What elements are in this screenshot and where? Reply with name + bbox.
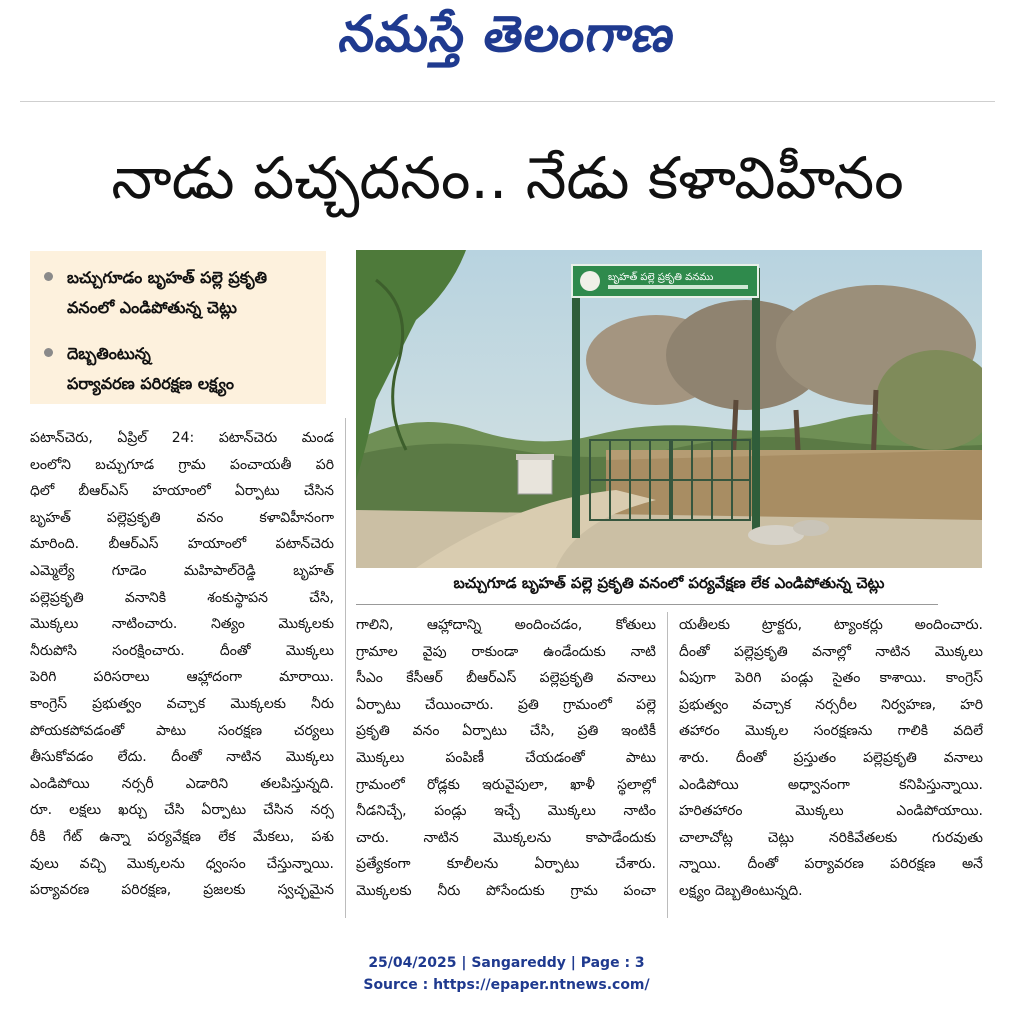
text-line: లక్ష్యం దెబ్బతింటున్నది.: [679, 882, 803, 899]
text-line: గ్రామాల వైపు రాకుండా ఉండేందుకు నాటి: [356, 643, 656, 660]
forest-gate-photo: [356, 250, 982, 568]
text-line: లంలోని బచ్చుగూడ గ్రామ పంచాయతీ పరి: [30, 456, 334, 473]
text-line: కాంగ్రెస్ ప్రభుత్వం వచ్చాక మొక్కలకు నీరు: [30, 695, 334, 712]
text-line: ఎమ్మెల్యే గూడెం మహిపాల్‌రెడ్డి బృహత్: [30, 562, 334, 579]
article-column-3: [679, 612, 983, 905]
column-divider: [667, 612, 668, 918]
text-line: చారు. నాటిన మొక్కలను కాపాడేందుకు: [356, 829, 656, 846]
bullet-icon: [44, 348, 53, 357]
text-line: గాలిని, ఆహ్లాదాన్ని అందించడం, కోతులు: [356, 617, 656, 633]
text-line: పల్లెప్రకృతి వనానికి శంకుస్థాపన చేసి,: [30, 589, 334, 606]
text-line: పటాన్‌చెరు, ఏప్రిల్ 24: పటాన్‌చెరు మండ: [30, 430, 334, 446]
text-line: పెరిగి పరిసరాలు ఆహ్లాదంగా మారాయి.: [30, 669, 334, 686]
masthead: [0, 0, 1013, 80]
signboard-text: బృహత్ పల్లె ప్రకృతి వనము: [608, 272, 714, 283]
text-line: మొక్కలు నాటించారు. నిత్యం మొక్కలకు: [30, 616, 334, 633]
text-line: ప్రత్యేకంగా కూలీలను ఏర్పాటు చేశారు.: [356, 856, 656, 873]
text-line: సీఎం కేసీఆర్ బీఆర్‌ఎస్ పల్లెప్రకృతి వనాలు: [356, 670, 656, 687]
text-line: రూ. లక్షలు ఖర్చు చేసి ఏర్పాటు చేసిన నర్స: [30, 802, 334, 819]
footer-dateline: 25/04/2025 | Sangareddy | Page : 3: [368, 955, 645, 971]
text-line: న్నాయి. దీంతో పర్యావరణ పరిరక్షణ అనే: [679, 856, 983, 873]
text-line: తహారం మొక్కల సంరక్షణను గాలికి వదిలే: [679, 723, 983, 740]
highlight-line: దెబ్బతింటున్న: [67, 344, 151, 363]
text-line: పోయకపోవడంతో పాటు సంరక్షణ చర్యలు: [30, 722, 334, 739]
text-line: వులు వచ్చి మొక్కలను ధ్వంసం చేస్తున్నాయి.: [30, 855, 334, 872]
text-line: చాలాచోట్ల చెట్లు నరికివేతలకు గురవుతు: [679, 829, 983, 846]
text-line: ఏపుగా పెరిగి పండ్లు సైతం కాశాయి. కాంగ్రెస్: [679, 670, 983, 687]
caption-rule: [356, 604, 938, 605]
text-line: ఏర్పాటు చేయించారు. ప్రతి గ్రామంలో పల్లె: [356, 696, 656, 713]
text-line: మొక్కలకు నీరు పోసేందుకు గ్రామ పంచా: [356, 882, 656, 899]
text-line: నీరుపోసి సంరక్షించారు. దీంతో మొక్కలు: [30, 642, 334, 659]
text-line: రీకి గేట్ ఉన్నా పర్యవేక్షణ లేక మేకలు, పశు: [30, 828, 334, 845]
text-line: నీడనిచ్చే, పండ్లు ఇచ్చే మొక్కలు నాటిం: [356, 803, 656, 820]
highlight-line: వనంలో ఎండిపోతున్న చెట్లు: [67, 298, 237, 317]
highlight-line: పర్యావరణ పరిరక్షణ లక్ష్యం: [67, 374, 234, 393]
text-line: శారు. దీంతో ప్రస్తుతం పల్లెప్రకృతి వనాలు: [679, 749, 983, 766]
text-line: ప్రకృతి వనం ఏర్పాటు చేసి, ప్రతి ఇంటికీ: [356, 723, 656, 740]
text-line: పర్యావరణ పరిరక్షణ, ప్రజలకు స్వచ్ఛమైన: [30, 882, 334, 899]
photo-caption: బచ్చుగూడ బృహత్ పల్లె ప్రకృతి వనంలో పర్యవేక్షణ లేక ఎండిపోతున్న చెట్లు: [453, 574, 885, 592]
footer-source-link[interactable]: Source : https://epaper.ntnews.com/: [363, 977, 650, 993]
article-headline: నాడు పచ్చదనం.. నేడు కళావిహీనం: [111, 143, 904, 212]
article-column-1: [30, 425, 334, 904]
bullet-icon: [44, 272, 53, 281]
text-line: గ్రామంలో రోడ్లకు ఇరువైపులా, ఖాళీ స్థలాల్లో: [356, 776, 656, 793]
text-line: యతీలకు ట్రాక్టరు, ట్యాంకర్లు అందించారు.: [679, 617, 983, 633]
article-photo: [356, 250, 982, 568]
highlight-line: బచ్చుగూడం బృహత్ పల్లె ప్రకృతి: [67, 268, 268, 287]
highlight-item: [44, 339, 316, 399]
header-rule: [20, 101, 995, 102]
text-line: బృహత్ పల్లెప్రకృతి వనం కళావిహీనంగా: [30, 509, 334, 526]
text-line: మారింది. బీఆర్‌ఎస్ హయాంలో పటాన్‌చెరు: [30, 536, 334, 553]
highlight-item: [44, 263, 316, 323]
text-line: హరితహారం మొక్కలు ఎండిపోయాయి.: [679, 803, 983, 820]
text-line: మొక్కలు పంపిణీ చేయడంతో పాటు: [356, 749, 656, 766]
text-line: తీసుకోవడం లేదు. దీంతో నాటిన మొక్కలు: [30, 749, 334, 766]
text-line: ఎండిపోయి నర్సరీ ఎడారిని తలపిస్తున్నది.: [30, 775, 334, 792]
highlights-box: [30, 251, 326, 404]
column-divider: [345, 418, 346, 918]
text-line: ప్రభుత్వం వచ్చాక నర్సరీల నిర్వహణ, హరి: [679, 696, 983, 713]
text-line: ధిలో బీఆర్‌ఎస్ హయాంలో ఏర్పాటు చేసిన: [30, 483, 334, 500]
masthead-logo: నమస్తే తెలంగాణ: [335, 4, 680, 63]
article-column-2: [356, 612, 656, 905]
text-line: దీంతో పల్లెప్రకృతి వనాల్లో నాటిన మొక్కలు: [679, 643, 983, 660]
page-footer: [0, 952, 1013, 996]
text-line: ఎండిపోయి అధ్వానంగా కనిపిస్తున్నాయి.: [679, 776, 983, 793]
